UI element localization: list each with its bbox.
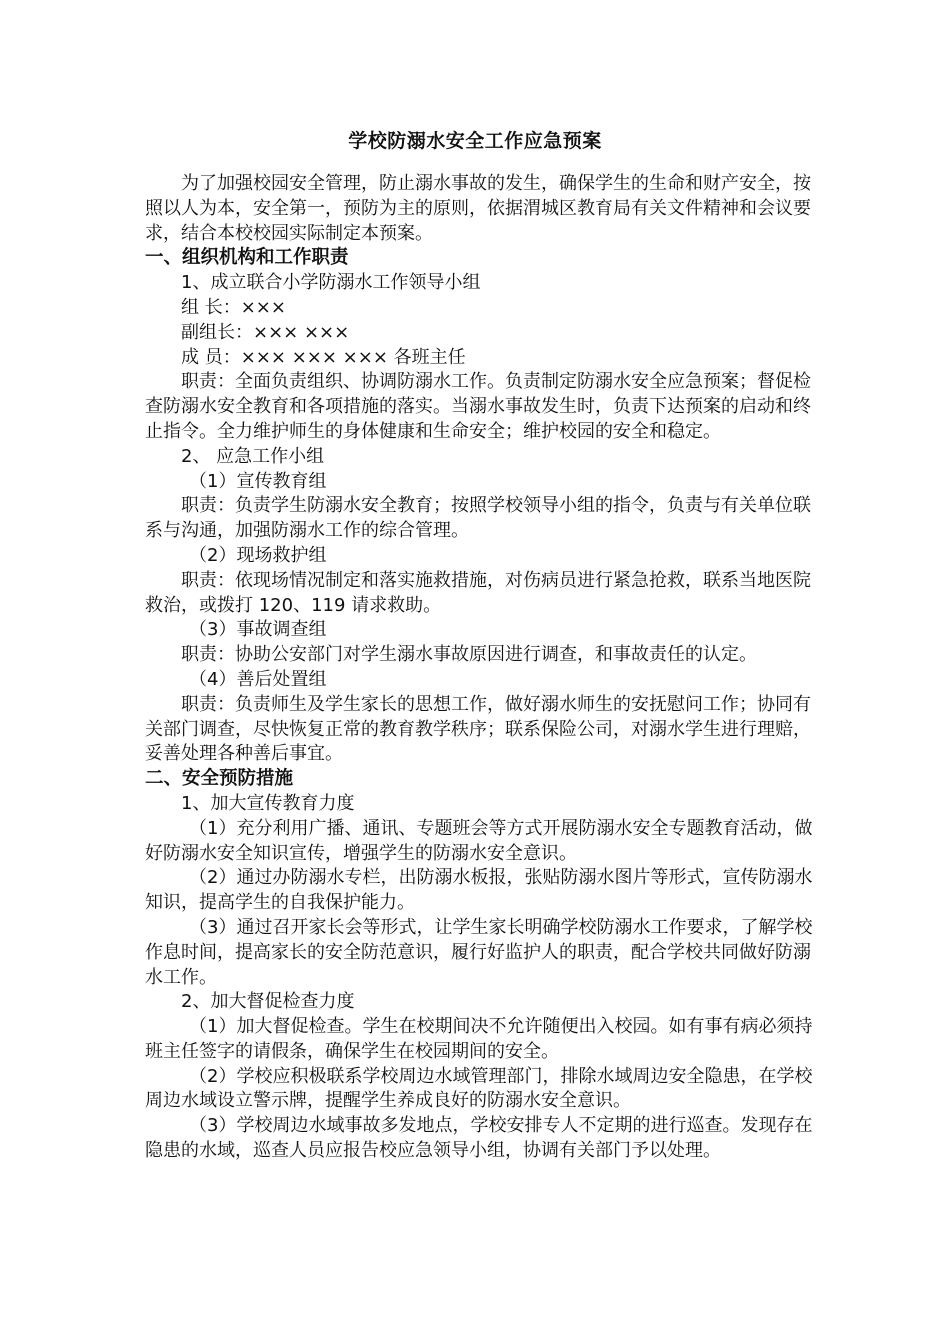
group-3-duty: 职责：协助公安部门对学生溺水事故原因进行调查，和事故责任的认定。 bbox=[181, 644, 757, 666]
group-4-duty: 职责：负责师生及学生家长的思想工作，做好溺水师生的安抚慰问工作；协同有关部门调查，尽快恢复正常的教育教学秩序；联系保险公司，对溺水学生进行理赔，妥善处理各种善后事宜。 bbox=[145, 693, 811, 765]
group-1-title: （1）宣传教育组 bbox=[189, 470, 327, 492]
publicity-item-1: （1）充分利用广播、通讯、专题班会等方式开展防溺水安全专题教育活动，做好防溺水安全知识宣传，增强学生的防溺水安全意识。 bbox=[145, 817, 813, 864]
vice-leader-line: 副组长：××× ××× bbox=[181, 321, 350, 343]
document-body bbox=[145, 172, 813, 1164]
inspection-item-2: （2）学校应积极联系学校周边水域管理部门，排除水域周边安全隐患，在学校周边水域设立警示牌，提醒学生养成良好的防溺水安全意识。 bbox=[145, 1065, 813, 1112]
document-title: 学校防溺水安全工作应急预案 bbox=[348, 130, 602, 152]
section-1-sub-2: 2、 应急工作小组 bbox=[181, 445, 325, 467]
inspection-item-3: （3）学校周边水域事故多发地点，学校安排专人不定期的进行巡查。发现存在隐患的水域，巡查人员应报告校应急领导小组，协调有关部门予以处理。 bbox=[145, 1115, 813, 1162]
group-3-title: （3）事故调查组 bbox=[189, 619, 327, 641]
group-2-duty: 职责：依现场情况制定和落实施救措施，对伤病员进行紧急抢救，联系当地医院救治，或拨打 120、119 请求救助。 bbox=[145, 569, 811, 616]
group-2-title: （2）现场救护组 bbox=[189, 544, 327, 566]
group-1-duty: 职责：负责学生防溺水安全教育；按照学校领导小组的指令，负责与有关单位联系与沟通，加强防溺水工作的综合管理。 bbox=[145, 495, 811, 542]
leader-line: 组 长：××× bbox=[181, 296, 286, 318]
inspection-item-1: （1）加大督促检查。学生在校期间决不允许随便出入校园。如有事有病必须持班主任签字的请假条，确保学生在校园期间的安全。 bbox=[145, 1016, 813, 1062]
publicity-item-3: （3）通过召开家长会等形式，让学生家长明确学校防溺水工作要求，了解学校作息时间，提高家长的安全防范意识，履行好监护人的职责，配合学校共同做好防溺水工作。 bbox=[145, 916, 813, 988]
publicity-item-2: （2）通过办防溺水专栏，出防溺水板报，张贴防溺水图片等形式，宣传防溺水知识，提高学生的自我保护能力。 bbox=[145, 867, 813, 914]
section-2-heading: 二、安全预防措施 bbox=[145, 768, 294, 790]
section-2-sub-1: 1、加大宣传教育力度 bbox=[181, 792, 355, 814]
members-line: 成 员：××× ××× ××× 各班主任 bbox=[181, 346, 466, 368]
section-2-sub-2: 2、加大督促检查力度 bbox=[181, 991, 355, 1013]
intro-paragraph: 为了加强校园安全管理，防止溺水事故的发生，确保学生的生命和财产安全，按照以人为本，安全第一，预防为主的原则，依据渭城区教育局有关文件精神和会议要求，结合本校校园实际制定本预案。 bbox=[145, 173, 811, 244]
section-1-heading: 一、组织机构和工作职责 bbox=[145, 247, 349, 269]
main-duty-paragraph: 职责：全面负责组织、协调防溺水工作。负责制定防溺水安全应急预案；督促检查防溺水安全教育和各项措施的落实。当溺水事故发生时，负责下达预案的启动和终止指令。全力维护师生的身体健康和生命安全；维护校园的安全和稳定。 bbox=[145, 371, 811, 442]
section-1-sub-1: 1、成立联合小学防溺水工作领导小组 bbox=[181, 272, 481, 294]
group-4-title: （4）善后处置组 bbox=[189, 668, 327, 690]
